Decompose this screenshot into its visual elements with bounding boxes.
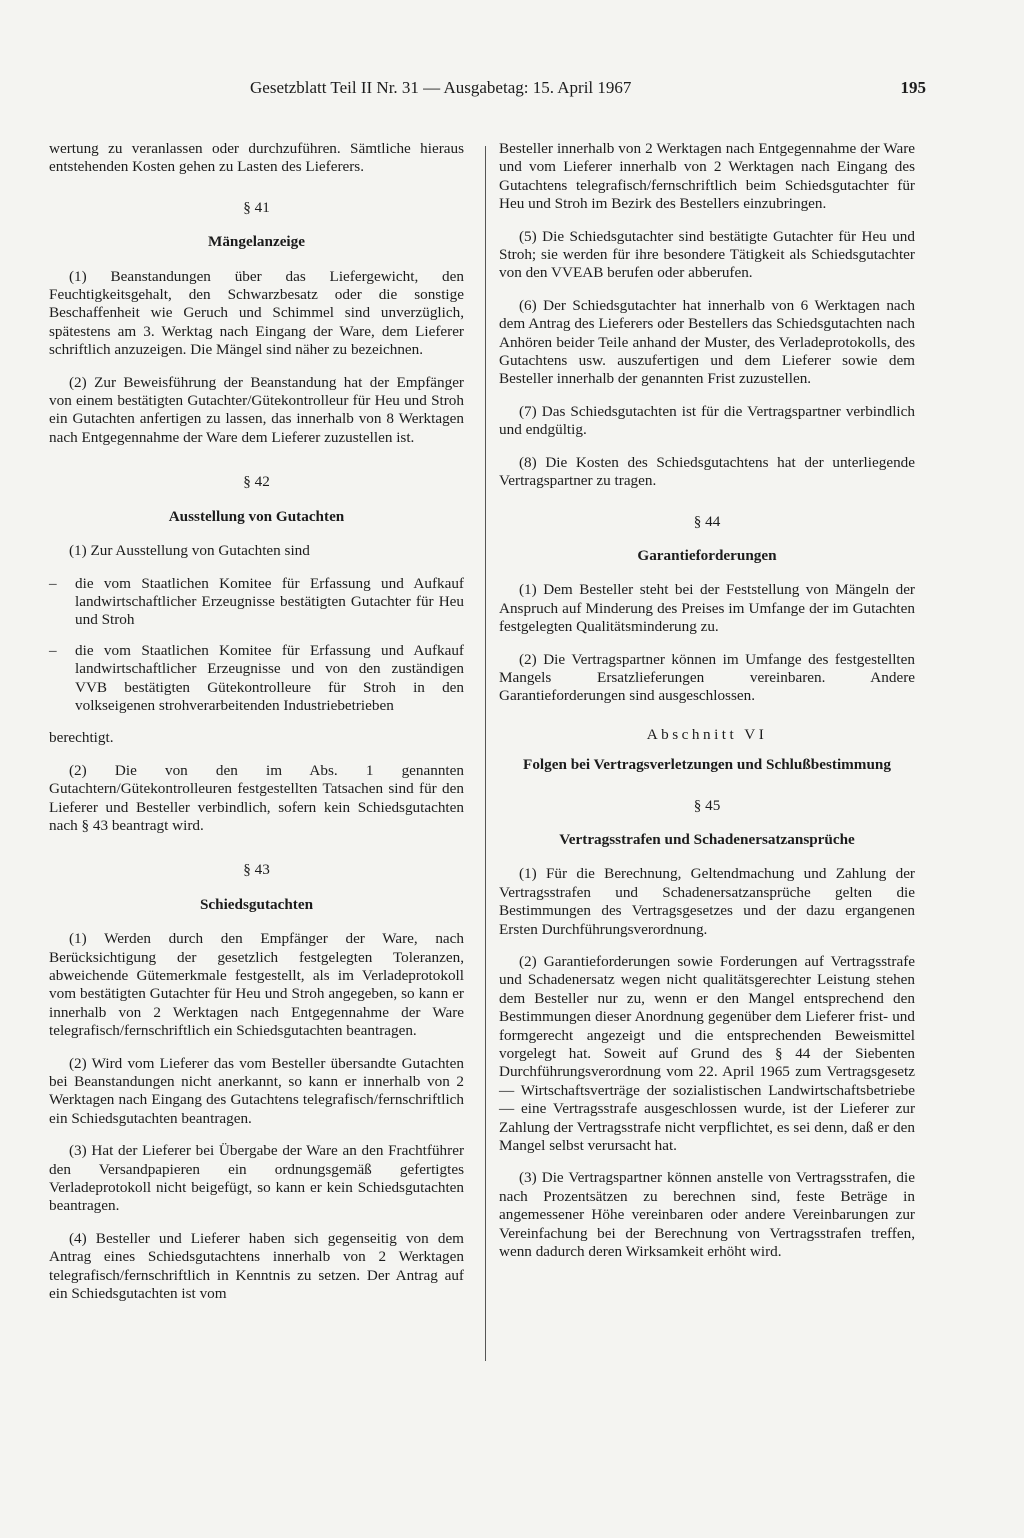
section-heading-41: Mängelanzeige	[207, 233, 305, 251]
paragraph-45-3: (3) Die Vertragspartner können anstelle von Vertragsstrafen, die nach Prozentsätzen zu berechnen sind, feste Beträge in angemessener Höhe vereinbaren oder andere Vereinbarungen zur Vereinfachung bei der Berechnung von Vertragsstrafen treffen, wenn dadurch deren Wirksamkeit erhöht wird.	[499, 1169, 915, 1261]
section-number-44: § 44	[693, 512, 721, 530]
list-item	[49, 642, 464, 716]
paragraph-42-2: (2) Die von den im Abs. 1 genannten Gutachtern/Gütekontrolleuren festgestellten Tatsachen sind für den Lieferer und Besteller verbindlich, sofern kein Schiedsgutachten nach § 43 beantragt wird.	[49, 761, 464, 834]
paragraph-43-4: (4) Besteller und Lieferer haben sich gegenseitig von dem Antrag eines Schiedsgutachtens innerhalb von 2 Werktagen telegrafisch/fernschriftlich in Kenntnis zu setzen. Der Antrag auf ein Schiedsgutachten ist vom	[49, 1229, 464, 1303]
paragraph-41-2: (2) Zur Beweisführung der Beanstandung hat der Empfänger von einem bestätigten Gutachter/Gütekontrolleur für Heu und Stroh ein Gutachten anfertigen zu lassen, das innerhalb von 8 Werktagen nach Entgegennahme der Ware dem Lieferer zuzustellen ist.	[49, 373, 464, 446]
list-item-text: die vom Staatlichen Komitee für Erfassung und Aufkauf landwirtschaftlicher Erzeugnisse bestätigten Gutachter für Heu und Stroh	[75, 574, 464, 629]
list-item-text: die vom Staatlichen Komitee für Erfassung und Aufkauf landwirtschaftlicher Erzeugnisse und von den zuständigen VVB bestätigten Gütekontrolleure für Stroh in den volkseigenen strohverarbeitenden Industriebetrieben	[75, 641, 464, 714]
paragraph-45-2: (2) Garantieforderungen sowie Forderungen auf Vertragsstrafe und Schadenersatz wegen nicht qualitätsgerechter Leistung stehen dem Besteller nur zu, wenn er den Mangel entsprechend den Bestimmungen dieser Anordnung gegenüber dem Lieferer frist- und formgerecht angezeigt und die entsprechenden Beweismittel vorgelegt hat. Soweit auf Grund des § 44 der Siebenten Durchführungsverordnung vom 22. April 1965 zum Vertragsgesetz — Wirtschaftsverträge der sozialistischen Landwirtschaftsbetriebe — eine Vertragsstrafe ausgeschlossen wurde, ist der Lieferer zur Zahlung der Vertragsstrafe nicht verpflichtet, es sei denn, daß er den Mangel selbst verursacht hat.	[499, 953, 915, 1155]
dash-list-42	[49, 575, 464, 716]
page-number: 195	[900, 78, 926, 97]
paragraph-43-8: (8) Die Kosten des Schiedsgutachtens hat der unterliegende Vertragspartner zu tragen.	[499, 453, 915, 490]
section-number-41: § 41	[243, 198, 270, 216]
section-number-43: § 43	[243, 861, 270, 879]
paragraph-44-1: (1) Dem Besteller steht bei der Feststellung von Mängeln der Anspruch auf Minderung des Preises im Umfange der im Gutachten festgelegten Qualitätsminderung zu.	[499, 581, 915, 636]
paragraph-43-6: (6) Der Schiedsgutachter hat innerhalb von 6 Werktagen nach dem Antrag des Lieferers oder Bestellers das Schiedsgutachten nach Anhören beider Teile anhand der Muster, des Verladeprotokolls, des Gutachtens usw. auszufertigen und dem Lieferer sowie dem Besteller innerhalb der genannten Frist zuzustellen.	[499, 296, 915, 388]
section-heading-42: Ausstellung von Gutachten	[168, 507, 345, 525]
running-head	[0, 78, 1024, 102]
paragraph-43-1: (1) Werden durch den Empfänger der Ware, nach Berücksichtigung der gesetzlich festgelegten Toleranzen, abweichende Gütemerkmale festgestellt, als im Verladeprotokoll vom bestätigten Gutachter für Heu und Stroh angegeben, so kann er innerhalb von 2 Werktagen nach Entgegennahme der Ware telegrafisch/fernschriftlich ein Schiedsgutachten beantragen.	[49, 930, 464, 1040]
dash-bullet: –	[49, 641, 57, 659]
paragraph-43-2: (2) Wird vom Lieferer das vom Besteller übersandte Gutachten bei Beanstandungen nicht anerkannt, so kann er innerhalb von 2 Werktagen nach Eingang des Gutachtens telegrafisch/fernschriftlich ein Schiedsgutachten beantragen.	[49, 1054, 464, 1127]
publication-title: Gesetzblatt Teil II Nr. 31 — Ausgabetag: 15. April 1967	[250, 78, 632, 97]
part-heading: Abschnitt VI	[646, 725, 768, 743]
paragraph-42-1: (1) Zur Ausstellung von Gutachten sind	[69, 542, 310, 560]
right-column	[499, 140, 915, 1276]
dash-bullet: –	[49, 574, 57, 592]
paragraph-41-1: (1) Beanstandungen über das Liefergewicht, den Feuchtigkeitsgehalt, den Schwarzbesatz oder die sonstige Beschaffenheit wie Geruch und Schimmel sind unverzüglich, spätestens am 3. Werktag nach Eingang der Ware, dem Lieferer schriftlich anzuzeigen. Die Mängel sind näher zu bezeichnen.	[49, 267, 464, 359]
paragraph-43-3: (3) Hat der Lieferer bei Übergabe der Ware an den Frachtführer den Versandpapieren ein ordnungsgemäß gefertigtes Verladeprotokoll nicht beigefügt, so kann er kein Schiedsgutachten beantragen.	[49, 1142, 464, 1215]
paragraph-43-5: (5) Die Schiedsgutachter sind bestätigte Gutachter für Heu und Stroh; sie werden für ihre besondere Tätigkeit als Schiedsgutachter von den VVEAB berufen oder abberufen.	[499, 227, 915, 282]
paragraph-43-7: (7) Das Schiedsgutachten ist für die Vertragspartner verbindlich und endgültig.	[499, 402, 915, 439]
section-heading-44: Garantieforderungen	[637, 546, 777, 564]
section-number-45: § 45	[693, 796, 721, 814]
paragraph-continued: wertung zu veranlassen oder durchzuführen. Sämtliche hieraus entstehenden Kosten gehen zu Lasten des Lieferers.	[49, 140, 464, 176]
column-divider	[485, 146, 486, 1361]
section-heading-45: Vertragsstrafen und Schadenersatzansprüche	[559, 830, 855, 848]
list-item	[49, 575, 464, 630]
part-title: Folgen bei Vertragsverletzungen und Schlußbestimmung	[523, 756, 891, 774]
paragraph-43-4-continued: Besteller innerhalb von 2 Werktagen nach Entgegennahme der Ware und vom Lieferer innerhalb von 2 Werktagen nach Eingang des Gutachtens telegrafisch/fernschriftlich beim Schiedsgutachter für Heu und Stroh im Bezirk des Bestellers einzubringen.	[499, 140, 915, 213]
left-column	[49, 140, 464, 1318]
paragraph-45-1: (1) Für die Berechnung, Geltendmachung und Zahlung der Vertragsstrafen und Schadenersatzansprüche gelten die Bestimmungen des Vertragsgesetzes und der dazu ergangenen Ersten Durchführungsverordnung.	[499, 865, 915, 938]
paragraph-42-berechtigt: berechtigt.	[49, 729, 114, 747]
section-number-42: § 42	[243, 473, 270, 491]
section-heading-43: Schiedsgutachten	[199, 895, 314, 913]
paragraph-44-2: (2) Die Vertragspartner können im Umfange des festgestellten Mangels Ersatzlieferungen vereinbaren. Andere Garantieforderungen sind ausgeschlossen.	[499, 650, 915, 705]
